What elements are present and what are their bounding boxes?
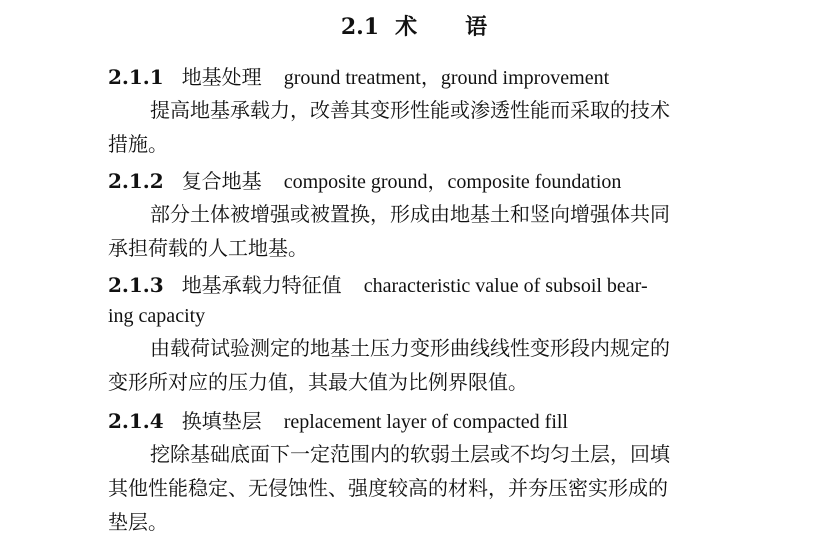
term-english: composite ground，composite foundation	[283, 171, 622, 193]
term-chinese: 地基处理	[181, 65, 262, 89]
definition-line: 变形所对应的压力值，其最大值为比例界限值。	[108, 370, 528, 394]
term-2-1-2	[108, 166, 758, 265]
term-heading	[108, 62, 758, 93]
term-2-1-1	[108, 62, 758, 161]
term-heading	[108, 406, 758, 437]
term-english-continued: ing capacity	[108, 305, 206, 327]
term-chinese: 地基承载力特征值	[181, 273, 342, 297]
definition-line: 由载荷试验测定的地基土压力变形曲线线性变形段内规定的	[150, 336, 670, 360]
term-english: characteristic value of subsoil bear-	[363, 275, 648, 297]
term-2-1-3	[108, 270, 758, 399]
definition-line: 挖除基础底面下一定范围内的软弱土层或不均匀土层，回填	[150, 442, 670, 466]
section-title-part1: 术	[395, 14, 418, 40]
term-english: ground treatment，ground improvement	[283, 67, 610, 89]
term-number: 2.1.1	[108, 65, 164, 89]
section-number: 2.1	[340, 14, 380, 40]
term-english: replacement layer of compacted fill	[283, 411, 568, 433]
term-chinese: 换填垫层	[181, 409, 262, 433]
term-chinese: 复合地基	[181, 169, 262, 193]
term-2-1-4	[108, 406, 758, 539]
section-title-part2: 语	[465, 14, 488, 40]
term-number: 2.1.4	[108, 409, 164, 433]
term-number: 2.1.2	[108, 169, 164, 193]
section-title	[0, 12, 828, 42]
definition-line: 提高地基承载力，改善其变形性能或渗透性能而采取的技术	[150, 98, 670, 122]
definition-line: 部分土体被增强或被置换，形成由地基土和竖向增强体共同	[150, 202, 670, 226]
definition-line: 措施。	[108, 132, 168, 156]
term-number: 2.1.3	[108, 273, 164, 297]
definition-line: 垫层。	[108, 510, 168, 534]
term-heading	[108, 166, 758, 197]
definition-line: 其他性能稳定、无侵蚀性、强度较高的材料，并夯压密实形成的	[108, 476, 668, 500]
term-heading	[108, 270, 758, 301]
definition-line: 承担荷载的人工地基。	[108, 236, 308, 260]
